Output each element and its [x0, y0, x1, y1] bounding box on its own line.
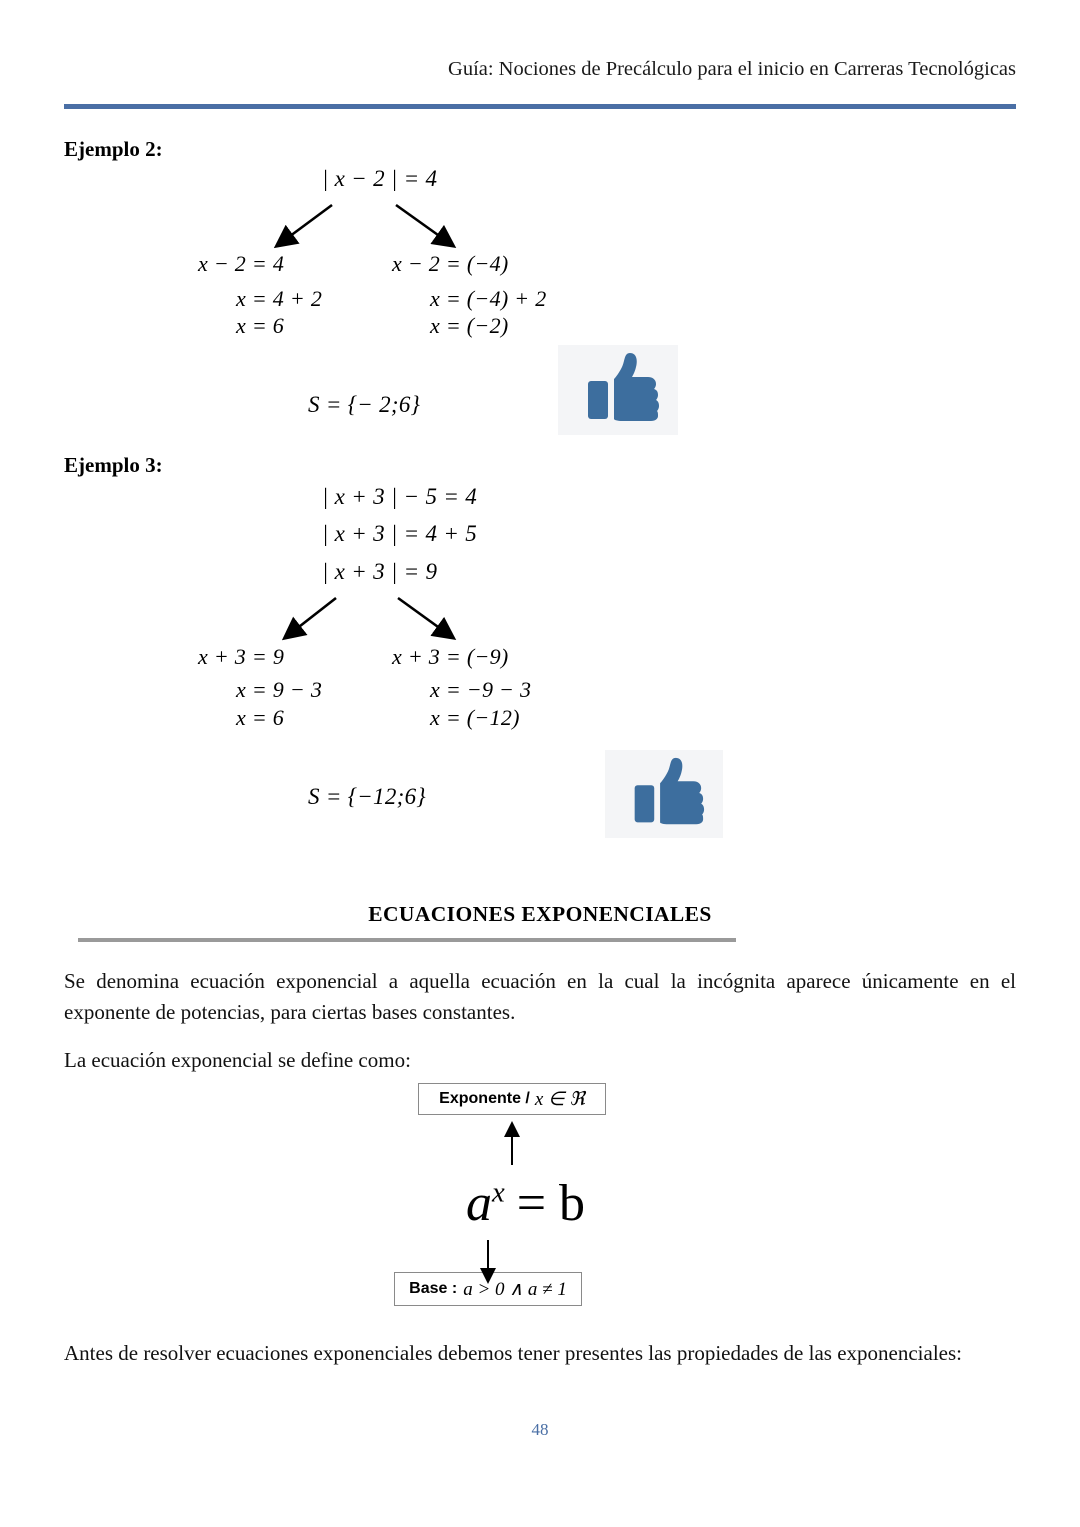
thumbs-up-icon [605, 750, 723, 838]
example-3-step-3: | x + 3 | = 9 [322, 559, 438, 584]
exponential-equation-diagram [0, 1078, 1080, 1318]
formula-rest: = b [516, 1175, 586, 1232]
example-2-solution: S = {− 2;6} [308, 392, 421, 417]
example-3-solution: S = {−12;6} [308, 784, 426, 809]
example-3-right-step-2: x = −9 − 3 [430, 677, 532, 702]
formula-exponent: x [492, 1177, 505, 1209]
base-annotation-box [394, 1272, 582, 1306]
example-3-step-1: | x + 3 | − 5 = 4 [322, 484, 478, 509]
example-2-left-step-2: x = 4 + 2 [236, 286, 323, 311]
base-annotation-math: a > 0 ∧ a ≠ 1 [463, 1278, 567, 1300]
exponent-annotation-label: Exponente / [439, 1090, 530, 1107]
example-3-left-step-1: x + 3 = 9 [198, 644, 285, 669]
example-3-step-2: | x + 3 | = 4 + 5 [322, 521, 478, 546]
example-3-left-step-2: x = 9 − 3 [236, 677, 323, 702]
example-3-label: Ejemplo 3: [64, 453, 163, 477]
example-2-equation: | x − 2 | = 4 [322, 166, 438, 191]
page-number: 48 [531, 1420, 549, 1439]
thumbs-up-icon [558, 345, 678, 435]
exponent-annotation-box [418, 1083, 606, 1115]
example-3-right-step-1: x + 3 = (−9) [392, 644, 509, 669]
example-2-left-step-1: x − 2 = 4 [198, 251, 285, 276]
formula-expression [466, 1174, 585, 1233]
page-header-title: Guía: Nociones de Precálculo para el inicio en Carreras Tecnológicas [448, 58, 1016, 80]
section-title: ECUACIONES EXPONENCIALES [368, 902, 712, 926]
section-divider [78, 938, 736, 942]
section-paragraph-1: Se denomina ecuación exponencial a aquella ecuación en la cual la incógnita aparece únicamente en el exponente de potencias, para ciertas bases constantes. [64, 969, 1016, 1024]
example-3-left-step-3: x = 6 [236, 705, 285, 730]
example-2-right-step-3: x = (−2) [430, 313, 509, 338]
example-3-right-step-3: x = (−12) [430, 705, 520, 730]
base-annotation-label: Base : [409, 1280, 458, 1297]
formula-base: a [466, 1175, 492, 1232]
header-divider [64, 104, 1016, 109]
example-2-right-step-1: x − 2 = (−4) [392, 251, 509, 276]
example-2-left-step-3: x = 6 [236, 313, 285, 338]
example-2-label: Ejemplo 2: [64, 137, 163, 161]
section-paragraph-2: La ecuación exponencial se define como: [64, 1048, 411, 1072]
section-paragraph-3: Antes de resolver ecuaciones exponenciales debemos tener presentes las propiedades de las exponenciales: [64, 1341, 962, 1365]
exponent-annotation-math: x ∈ ℜ [534, 1088, 585, 1110]
example-2-right-step-2: x = (−4) + 2 [430, 286, 547, 311]
